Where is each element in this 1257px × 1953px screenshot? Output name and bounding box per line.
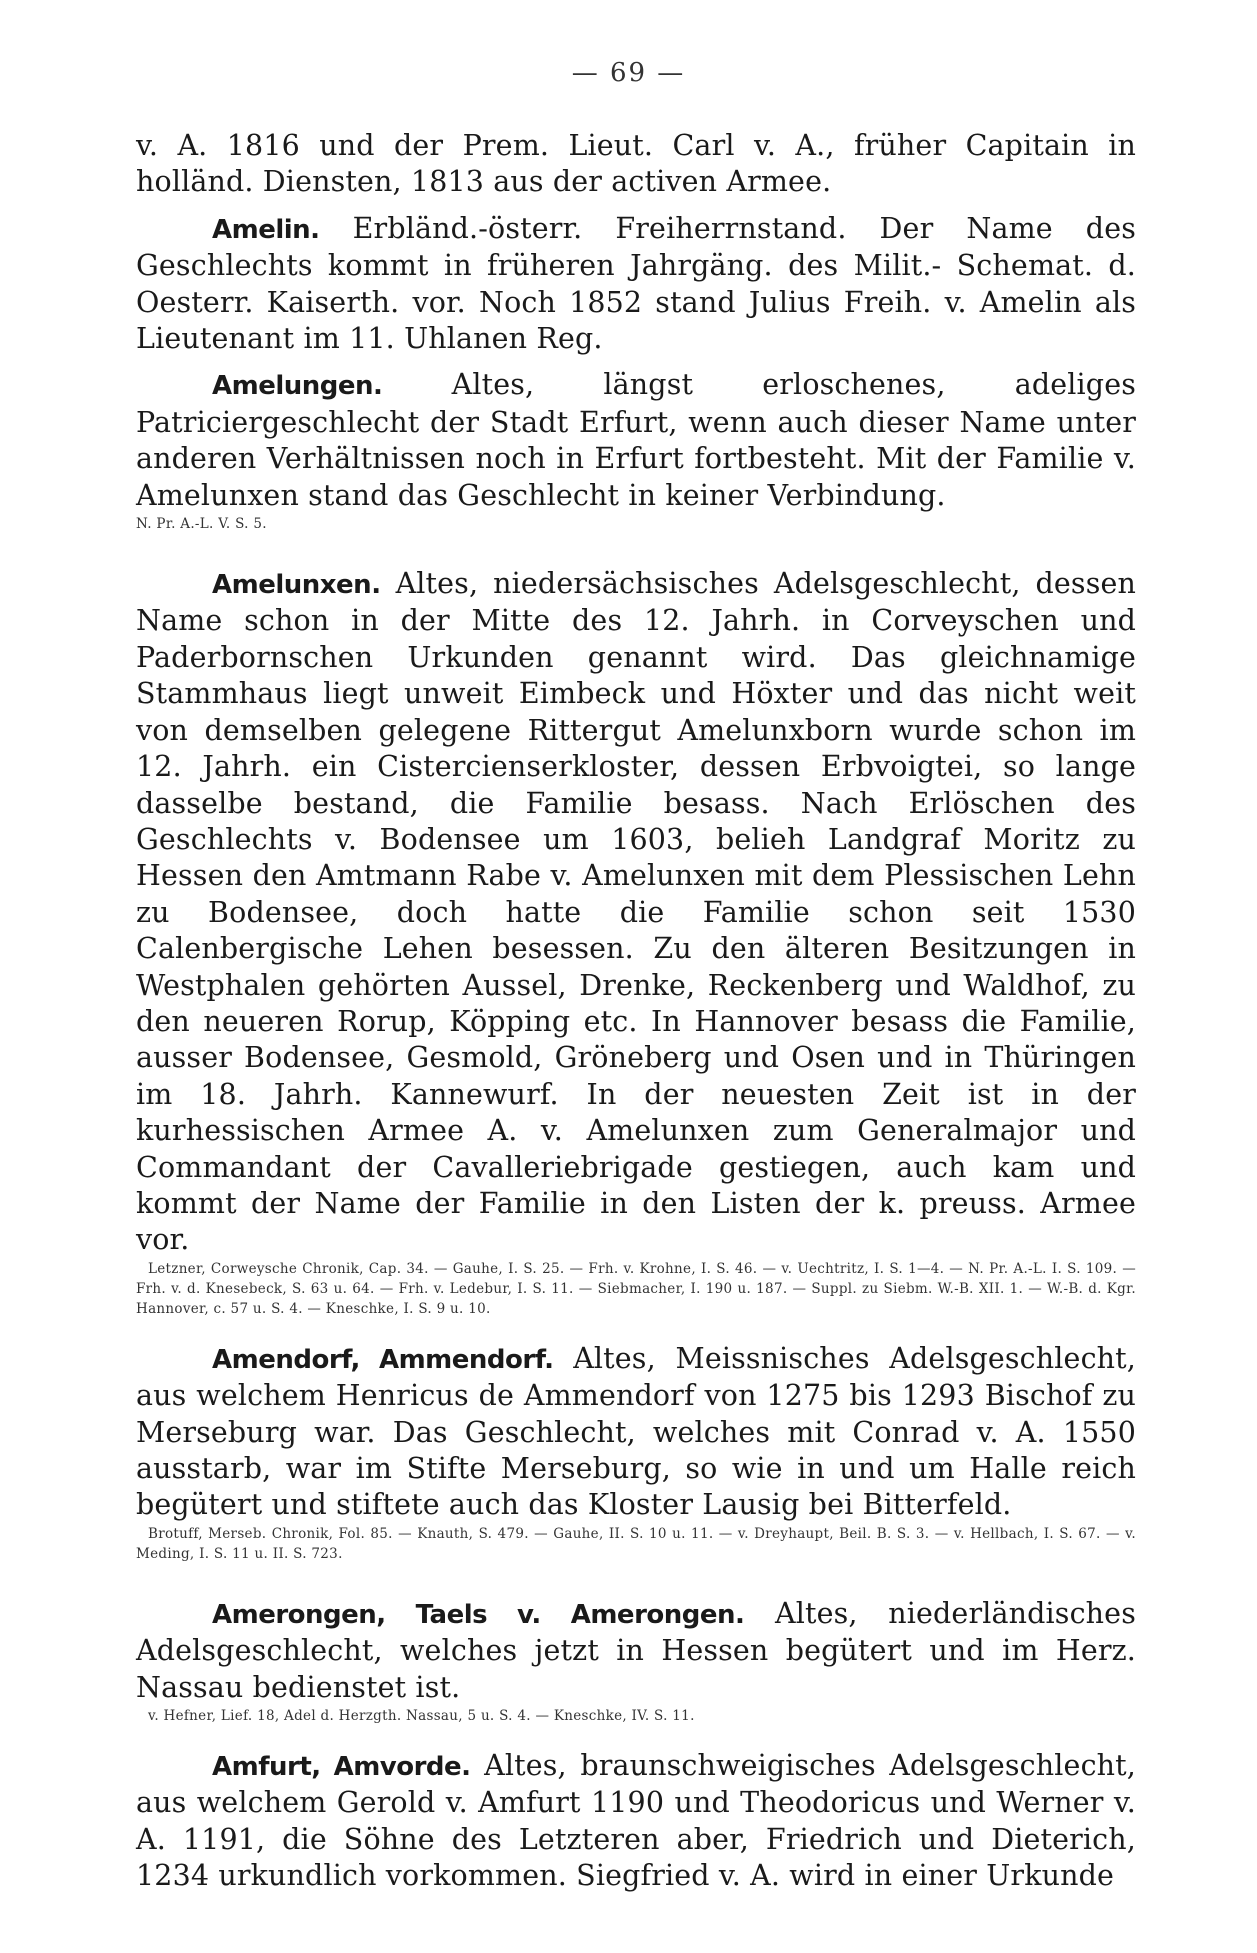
entry-amelunxen <box>136 566 1136 1259</box>
entry-text: Altes, niedersächsisches Adelsgeschlecht, dessen Name schon in der Mitte des 12. Jahrh. in Corveyschen und Paderbornschen Urkunden genannt wird. Das gleichnamige Stammhaus liegt unweit Eimbeck und Höxter und das nicht weit von demselben gelegene Rittergut Amelunxborn wurde schon im 12. Jahrh. ein Cistercienserkloster, dessen Erbvoigtei, so lange dasselbe bestand, die Familie besass. Nach Erlöschen des Geschlechts v. Bodensee um 1603, belieh Landgraf Moritz zu Hessen den Amtmann Rabe v. Amelunxen mit dem Plessischen Lehn zu Bodensee, doch hatte die Familie schon seit 1530 Calenbergische Lehen besessen. Zu den älteren Besitzungen in Westphalen gehörten Aussel, Drenke, Reckenberg und Waldhof, zu den neueren Rorup, Köpping etc. In Hannover besass die Familie, ausser Bodensee, Gesmold, Gröneberg und Osen und in Thüringen im 18. Jahrh. Kannewurf. In der neuesten Zeit ist in der kurhessischen Armee A. v. Amelunxen zum Generalmajor und Commandant der Cavalleriebrigade gestiegen, auch kam und kommt der Name der Familie in den Listen der k. preuss. Armee vor. <box>136 567 1136 1257</box>
entry-text: Altes, braunschweigisches Adelsgeschlecht, aus welchem Gerold v. Amfurt 1190 und Theodoricus und Werner v. A. 1191, die Söhne des Letzteren aber, Friedrich und Dieterich, 1234 urkundlich vorkommen. Siegfried v. A. wird in einer Urkunde <box>136 1749 1136 1893</box>
entry-headword: Amerongen, Taels v. Amerongen. <box>212 1599 745 1630</box>
page-number: — 69 — <box>571 58 686 88</box>
entry-headword: Amelin. <box>212 214 320 245</box>
entry-references: Letzner, Corweysche Chronik, Cap. 34. — Gauhe, I. S. 25. — Frh. v. Krohne, I. S. 46. — v. Uechtritz, I. S. 1—4. — N. Pr. A.-L. I. S. 109. — Frh. v. d. Knesebeck, S. 63 u. 64. — Frh. v. Ledebur, I. S. 11. — Siebmacher, I. 190 u. 187. — Suppl. zu Siebm. W.-B. XII. 1. — W.-B. d. Kgr. Hannover, c. 57 u. S. 4. — Kneschke, I. S. 9 u. 10. <box>136 1260 1136 1317</box>
entry-headword: Amelungen. <box>212 371 383 402</box>
entry-text: Altes, längst erloschenes, adeliges Patriciergeschlecht der Stadt Erfurt, wenn auch dieser Name unter anderen Verhältnissen noch in Erfurt fortbesteht. Mit der Familie v. Amelunxen stand das Geschlecht in keiner Verbindung. <box>136 368 1136 512</box>
entry-references: v. Hefner, Lief. 18, Adel d. Herzgth. Nassau, 5 u. S. 4. — Kneschke, IV. S. 11. <box>148 1708 695 1725</box>
entry-headword: Amelunxen. <box>212 570 381 601</box>
entry-text: Altes, Meissnisches Adelsgeschlecht, aus welchem Henricus de Ammendorf von 1275 bis 1293 Bischof zu Merseburg war. Das Geschlecht, welches mit Conrad v. A. 1550 ausstarb, war im Stifte Merseburg, so wie in und um Halle reich begütert und stiftete auch das Kloster Lausig bei Bitterfeld. <box>136 1341 1136 1522</box>
entry-amendorf <box>136 1341 1136 1524</box>
entry-references: N. Pr. A.-L. V. S. 5. <box>136 516 267 533</box>
entry-amerongen <box>136 1596 1136 1706</box>
entry-headword: Amendorf, Ammendorf. <box>212 1344 554 1375</box>
continuation-paragraph: v. A. 1816 und der Prem. Lieut. Carl v. A., früher Capitain in holländ. Diensten, 1813 aus der activen Armee. <box>136 129 1136 199</box>
entry-amfurt <box>136 1748 1136 1895</box>
entry-headword: Amfurt, Amvorde. <box>212 1752 471 1783</box>
entry-amelin <box>136 211 1136 358</box>
entry-text: Erbländ.-österr. Freiherrnstand. Der Name des Geschlechts kommt in früheren Jahrgäng. des Milit.- Schemat. d. Oesterr. Kaiserth. vor. Noch 1852 stand Julius Freih. v. Amelin als Lieutenant im 11. Uhlanen Reg. <box>136 211 1136 356</box>
text-body <box>136 128 1136 1895</box>
entry-text: Altes, niederländisches Adelsgeschlecht, welches jetzt in Hessen begütert und im Herz. Nassau bedienstet ist. <box>136 1596 1136 1704</box>
entry-references: Brotuff, Merseb. Chronik, Fol. 85. — Knauth, S. 479. — Gauhe, II. S. 10 u. 11. — v. Dreyhaupt, Beil. B. S. 3. — v. Hellbach, I. S. 67. — v. Meding, I. S. 11 u. II. S. 723. <box>136 1525 1136 1562</box>
entry-amelungen <box>136 367 1136 514</box>
